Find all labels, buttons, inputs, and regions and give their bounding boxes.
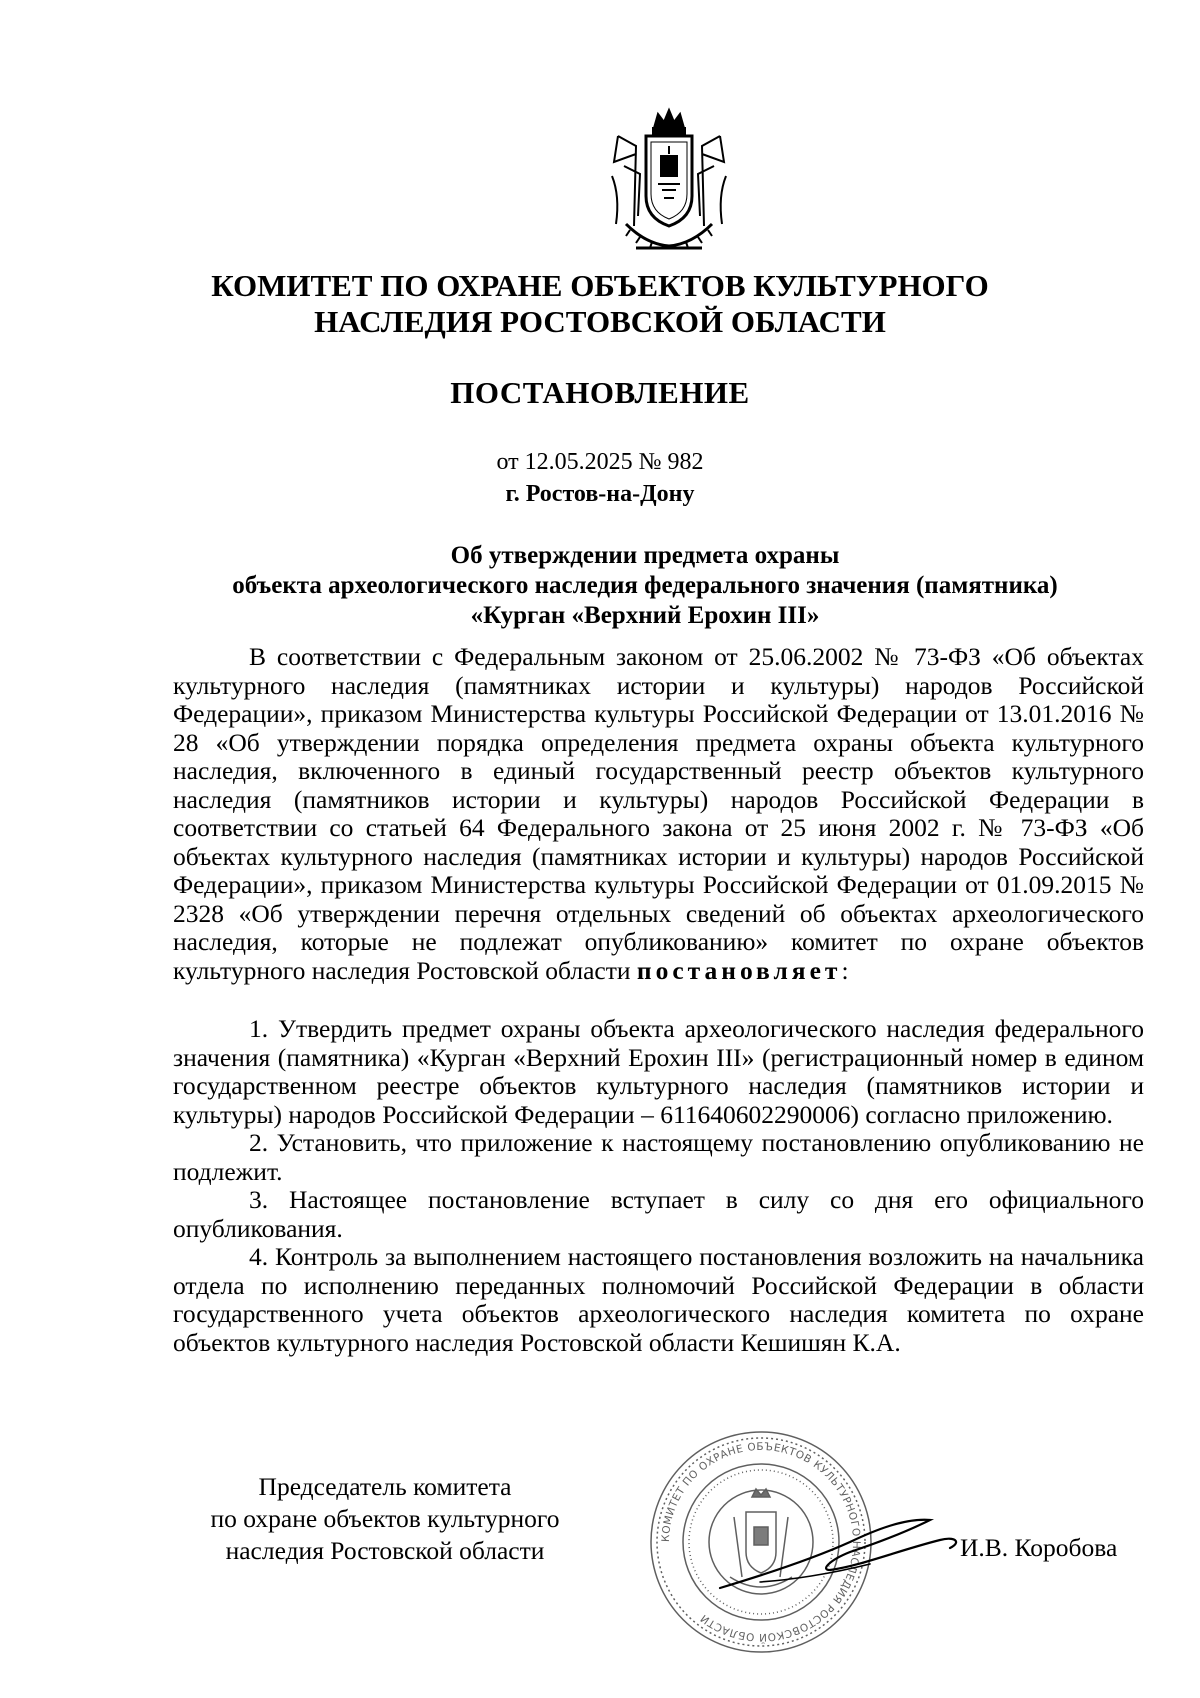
signatory-title-line-3: наследия Ростовской области bbox=[225, 1536, 545, 1565]
item-4: 4. Контроль за выполнением настоящего постановления возложить на начальника отдела по исполнению переданных полномочий Российской Федерации в области государственного учета объектов археологического наследия комитета по охране объектов культурного наследия Ростовской области Кешишян К.А. bbox=[173, 1242, 1144, 1357]
committee-name bbox=[0, 268, 1200, 340]
preamble-text: В соответствии с Федеральным законом от 25.06.2002 № 73-ФЗ «Об объектах культурного наследия (памятниках истории и культуры) народов Российской Федерации», приказом Министерства культуры Российской Федерации от 13.01.2016 № 28 «Об утверждении порядка определения предмета охраны объекта культурного наследия, включенного в единый государственный реестр объектов культурного наследия (памятников истории и культуры) народов Российской Федерации в соответствии со статьей 64 Федерального закона от 25 июня 2002 г. № 73-ФЗ «Об объектах культурного наследия (памятниках истории и культуры) народов Российской Федерации», приказом Министерства культуры Российской Федерации от 01.09.2015 № 2328 «Об утверждении перечня отдельных сведений об объектах археологического наследия, которые не подлежат опубликованию» комитет по охране объектов культурного наследия Ростовской области bbox=[173, 642, 1144, 985]
subject-line-3: «Курган «Верхний Ерохин III» bbox=[470, 602, 820, 629]
document-type: ПОСТАНОВЛЕНИЕ bbox=[450, 375, 750, 410]
handwritten-signature-icon bbox=[700, 1490, 980, 1610]
decree-word: постановляет bbox=[636, 955, 842, 985]
signatory-title-line-2: по охране объектов культурного bbox=[210, 1504, 560, 1533]
item-2: 2. Установить, что приложение к настоящему постановлению опубликованию не подлежит. bbox=[173, 1128, 1144, 1186]
signatory-name: И.В. Коробова bbox=[960, 1533, 1118, 1562]
item-3: 3. Настоящее постановление вступает в силу со дня его официального опубликования. bbox=[173, 1185, 1144, 1243]
subject-line-2: объекта археологического наследия федерального значения (памятника) bbox=[232, 572, 1058, 599]
city: г. Ростов-на-Дону bbox=[505, 481, 695, 507]
item-1: 1. Утвердить предмет охраны объекта археологического наследия федерального значения (памятника) «Курган «Верхний Ерохин III» (регистрационный номер в едином государственном реестре объектов культурного наследия (памятников истории и культуры) народов Российской Федерации – 611640602290006) согласно приложению. bbox=[173, 1014, 1144, 1129]
preamble-paragraph bbox=[173, 643, 1144, 985]
rostov-oblast-coat-of-arms-icon bbox=[606, 106, 732, 256]
subject-line-1: Об утверждении предмета охраны bbox=[450, 542, 840, 569]
preamble-end: : bbox=[841, 955, 849, 985]
signatory-title bbox=[185, 1471, 585, 1567]
document-body bbox=[173, 643, 1144, 1357]
date-and-number: от 12.05.2025 № 982 bbox=[496, 449, 704, 475]
document-subject bbox=[150, 541, 1140, 631]
signatory-title-line-1: Председатель комитета bbox=[258, 1472, 512, 1501]
seal-text: КОМИТЕТ ПО ОХРАНЕ ОБЪЕКТОВ КУЛЬТУРНОГО НАСЛЕДИЯ РОСТОВСКОЙ ОБЛАСТИ bbox=[659, 1440, 863, 1644]
committee-name-line-2: НАСЛЕДИЯ РОСТОВСКОЙ ОБЛАСТИ bbox=[314, 304, 886, 339]
committee-name-line-1: КОМИТЕТ ПО ОХРАНЕ ОБЪЕКТОВ КУЛЬТУРНОГО bbox=[211, 268, 989, 303]
